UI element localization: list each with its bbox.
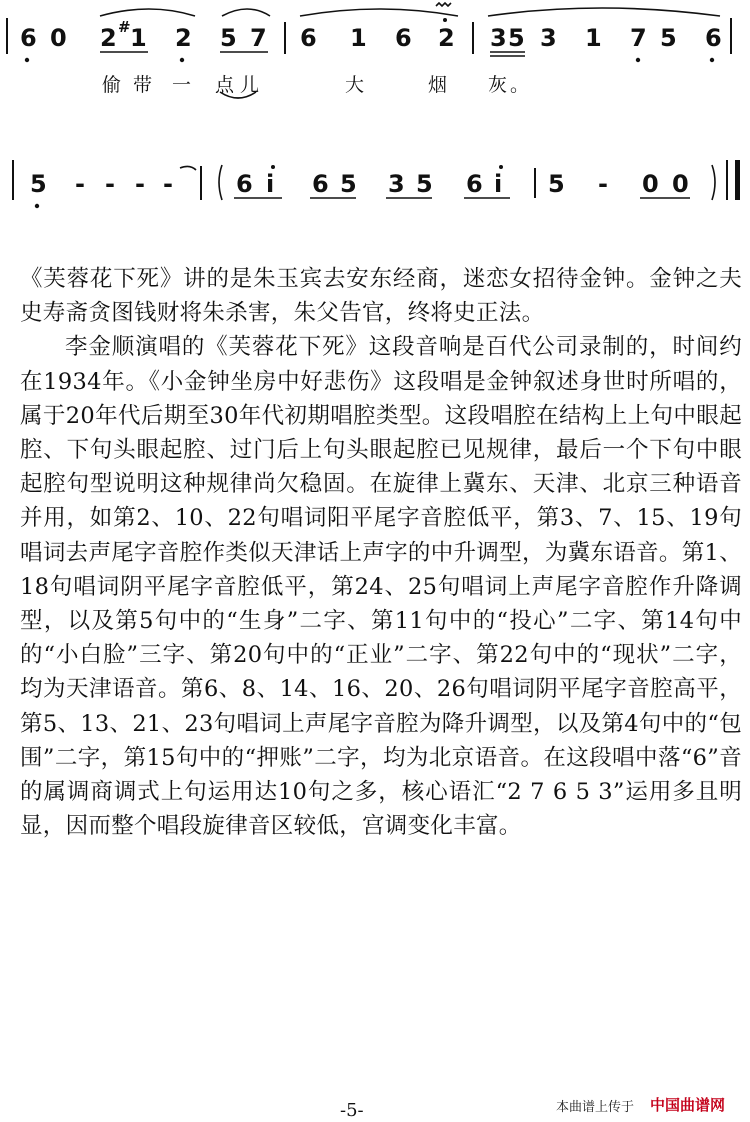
note: 2 [175,24,192,52]
lyric-char: 儿 [240,74,260,96]
note: 5 [508,24,525,52]
page-number: -5- [340,1100,364,1121]
note: 7 [250,24,267,52]
dash: - [598,170,608,198]
sharp-sign: # [118,18,131,36]
note: 5 [220,24,237,52]
lyric-char: 带 [133,74,153,96]
note: 1 [585,24,602,52]
note: 0 [642,170,659,198]
note: 5 [660,24,677,52]
note: i [266,170,275,198]
note: 5 [340,170,357,198]
dash: - [135,170,145,198]
lyric-char: 。 [510,74,530,96]
note: 3 [490,24,507,52]
lyric-char: 点 [215,74,235,96]
body-text [20,262,742,843]
lyric-char: 偷 [102,74,122,96]
lyric-char: 一 [172,74,192,96]
note: 2 [438,24,455,52]
dash: - [163,170,173,198]
score-marks [0,0,750,240]
note: 6 [300,24,317,52]
note: i [494,170,503,198]
note: 7 [630,24,647,52]
note: 6 [236,170,253,198]
note: 2 [100,24,117,52]
note: 0 [672,170,689,198]
note: 6 [395,24,412,52]
lyric-char: 烟 [428,74,448,96]
lyric-char: 灰 [488,74,508,96]
note: 6 [312,170,329,198]
dash: - [105,170,115,198]
note: 6 [466,170,483,198]
note: 3 [388,170,405,198]
note: 5 [30,170,47,198]
lyric-char: 大 [345,74,365,96]
note: 3 [540,24,557,52]
paragraph: 《芙蓉花下死》讲的是朱玉宾去安东经商，迷恋女招待金钟。金钟之夫史寿斋贪图钱财将朱杀害，朱父告官，终将史正法。 [20,266,742,327]
upload-note: 本曲谱上传于 [556,1100,635,1115]
paragraph: 李金顺演唱的《芙蓉花下死》这段音响是百代公司录制的，时间约在1934年。《小金钟坐房中好悲伤》这段唱是金钟叙述身世时所唱的，属于20年代后期至30年代初期唱腔类型。这段唱腔在结构上上句中眼起腔、下句头眼起腔、过门后上句头眼起腔已见规律，最后一个下句中眼起腔句型说明这种规律尚欠稳固。在旋律上冀东、天津、北京三种语音并用，如第2、10、22句唱词阳平尾字音腔低平，第3、7、15、19句唱词去声尾字音腔作类似天津话上声字的中升调型，为冀东语音。第1、18句唱词阴平尾字音腔低平，第24、25句唱词上声尾字音腔作升降调型，以及第5句中的“生身”二字、第11句中的“投心”二字、第14句中的“小白脸”三字、第20句中的“正业”二字、第22句中的“现状”二字，均为天津语音。第6、8、14、16、20、26句唱词阴平尾字音腔高平，第5、13、21、23句唱词上声尾字音腔为降升调型，以及第4句中的“包围”二字，第15句中的“押账”二字，均为北京语音。在这段唱中落“6”音的属调商调式上句运用达10句之多，核心语汇“2 7 6 5 3”运用多且明显，因而整个唱段旋律音区较低，宫调变化丰富。 [20,334,742,840]
note: 0 [50,24,67,52]
note: 5 [548,170,565,198]
note: 1 [350,24,367,52]
site-logo: 中国曲谱网 [650,1096,726,1114]
note: 5 [416,170,433,198]
note: 6 [20,24,37,52]
note: 6 [705,24,722,52]
dash: - [75,170,85,198]
note: 1 [130,24,147,52]
